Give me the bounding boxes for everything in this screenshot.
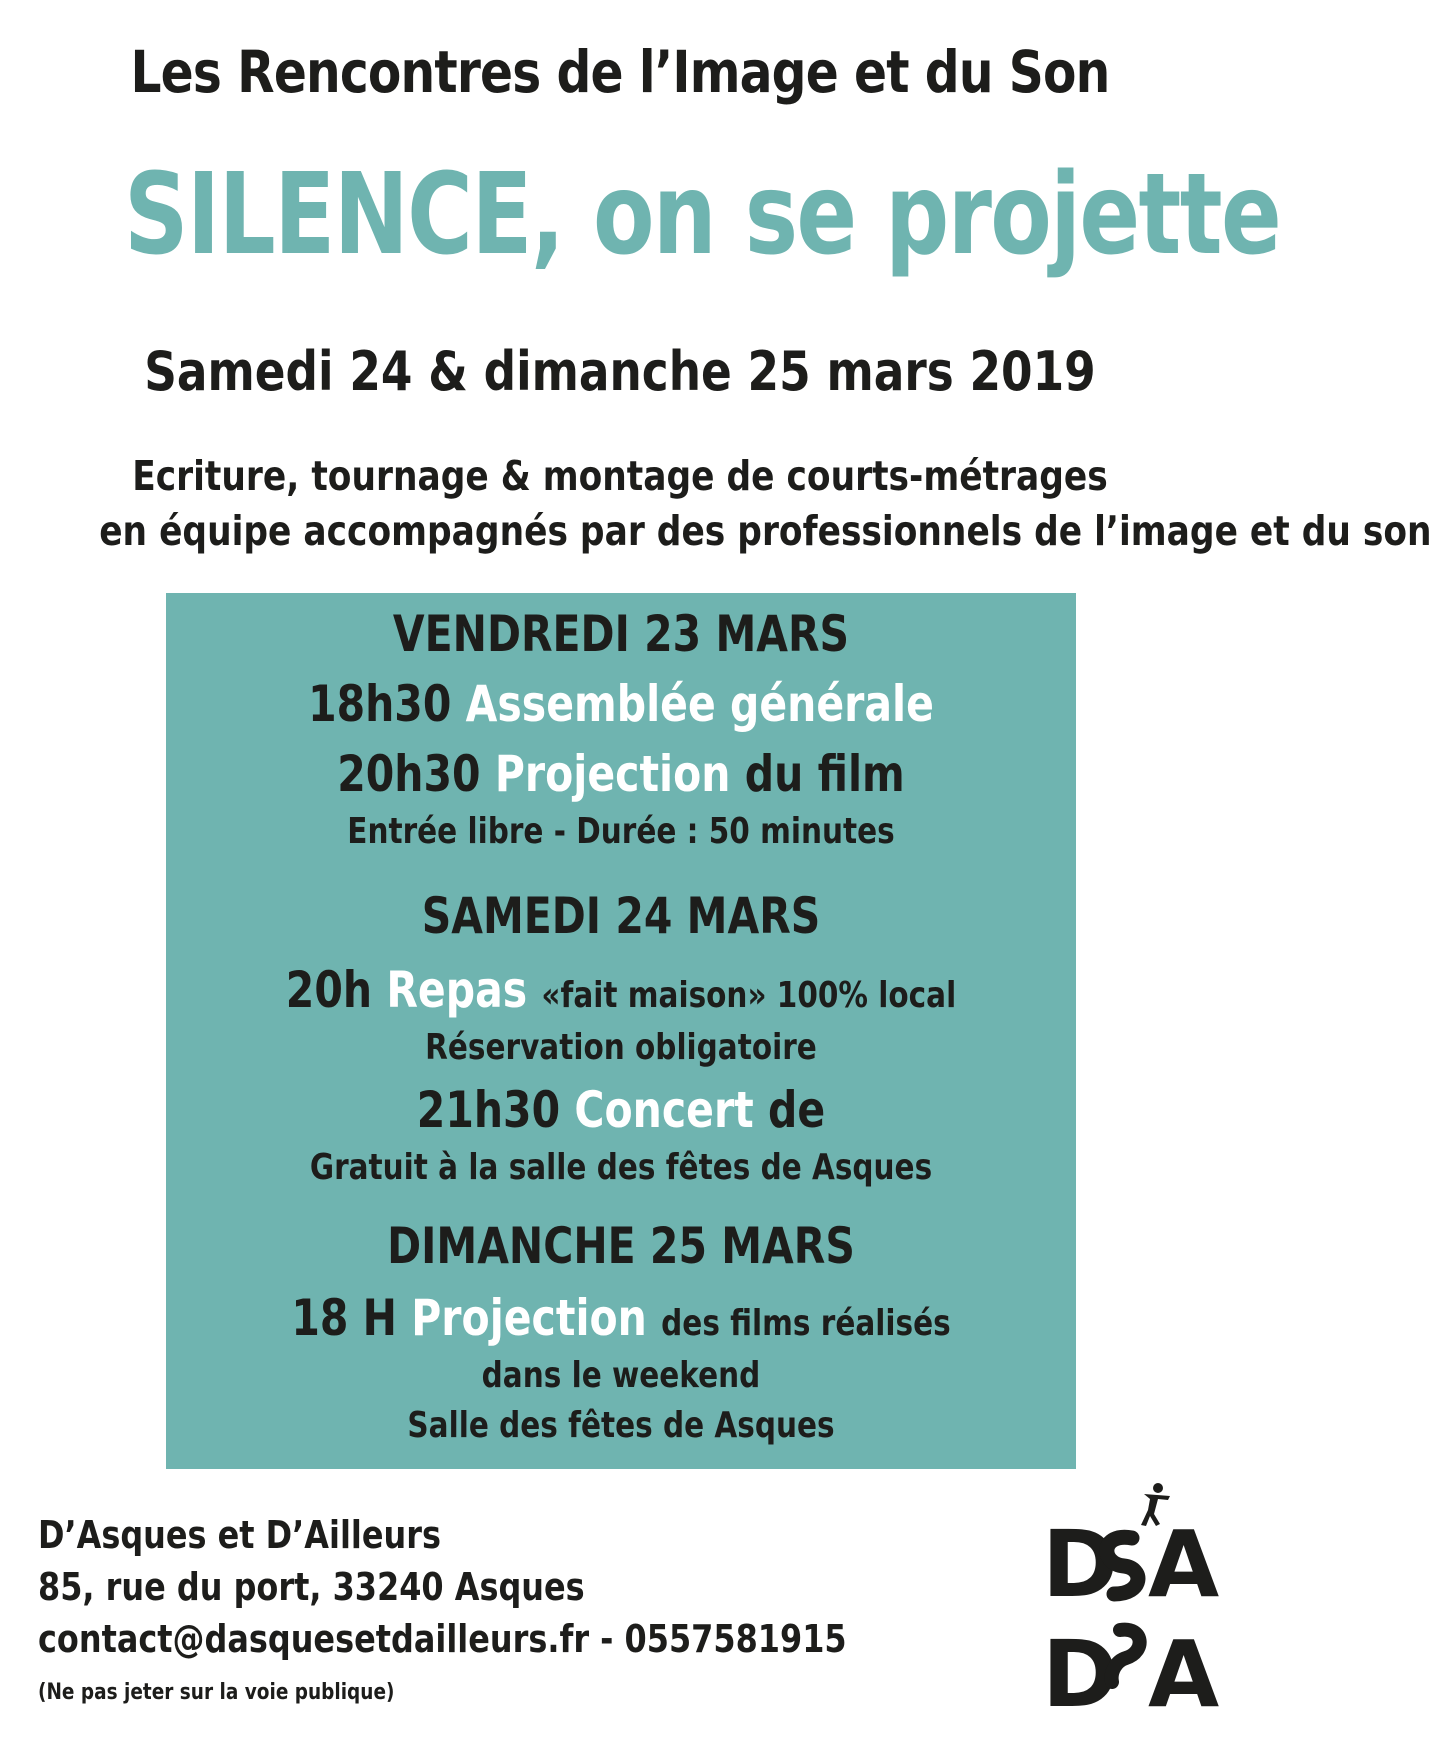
day-heading-sunday: DIMANCHE 25 MARS <box>387 1217 855 1275</box>
event-saturday-concert <box>248 1081 994 1139</box>
event-note: Salle des fêtes de Asques <box>407 1405 835 1446</box>
event-title: Assemblée générale <box>465 675 934 733</box>
event-friday-projection <box>248 745 994 803</box>
event-title: Repas <box>386 961 528 1019</box>
day-heading-friday: VENDREDI 23 MARS <box>392 605 850 663</box>
event-title: Projection <box>494 745 731 803</box>
event-title: Projection <box>411 1289 647 1347</box>
event-title: Concert <box>574 1081 754 1139</box>
event-time: 20h30 <box>337 745 481 803</box>
event-note: Entrée libre - Durée : 50 minutes <box>347 811 895 852</box>
event-series-title: Les Rencontres de l’Image et du Son <box>130 38 1110 106</box>
organization-address: 85, rue du port, 33240 Asques <box>38 1565 585 1609</box>
event-time: 21h30 <box>416 1081 561 1139</box>
organization-contact: contact@dasquesetdailleurs.fr - 0557581915 <box>38 1617 847 1661</box>
logo-letter: A <box>1148 1621 1220 1728</box>
description-line-1: Ecriture, tournage & montage de courts-métrages <box>132 452 1108 500</box>
event-note: dans le weekend <box>481 1355 761 1396</box>
disposal-note: (Ne pas jeter sur la voie publique) <box>38 1680 395 1705</box>
event-detail: «fait maison» 100% local <box>541 975 957 1016</box>
event-time: 18 H <box>291 1289 397 1347</box>
program-box <box>166 593 1076 1469</box>
event-note: Gratuit à la salle des fêtes de Asques <box>309 1147 933 1188</box>
event-detail: du film <box>744 745 905 803</box>
event-friday-assembly <box>248 675 994 733</box>
event-sunday-projection <box>248 1289 994 1347</box>
event-note: Réservation obligatoire <box>425 1027 817 1068</box>
description-line-2: en équipe accompagnés par des professionnels de l’image et du son <box>99 507 1432 555</box>
logo-letter: A <box>1148 1511 1220 1618</box>
event-detail: de <box>768 1081 826 1139</box>
organization-name: D’Asques et D’Ailleurs <box>38 1513 441 1557</box>
event-detail: des films réalisés <box>661 1303 951 1344</box>
main-title: SILENCE, on se projette <box>124 150 1281 280</box>
day-heading-saturday: SAMEDI 24 MARS <box>421 887 821 945</box>
event-time: 18h30 <box>308 675 452 733</box>
event-time: 20h <box>285 961 373 1019</box>
logo-letter: D <box>1042 1621 1119 1728</box>
organization-logo <box>1040 1480 1220 1728</box>
logo-letter: D <box>1042 1511 1119 1618</box>
event-saturday-meal <box>248 961 994 1019</box>
event-dates: Samedi 24 & dimanche 25 mars 2019 <box>144 340 1096 403</box>
